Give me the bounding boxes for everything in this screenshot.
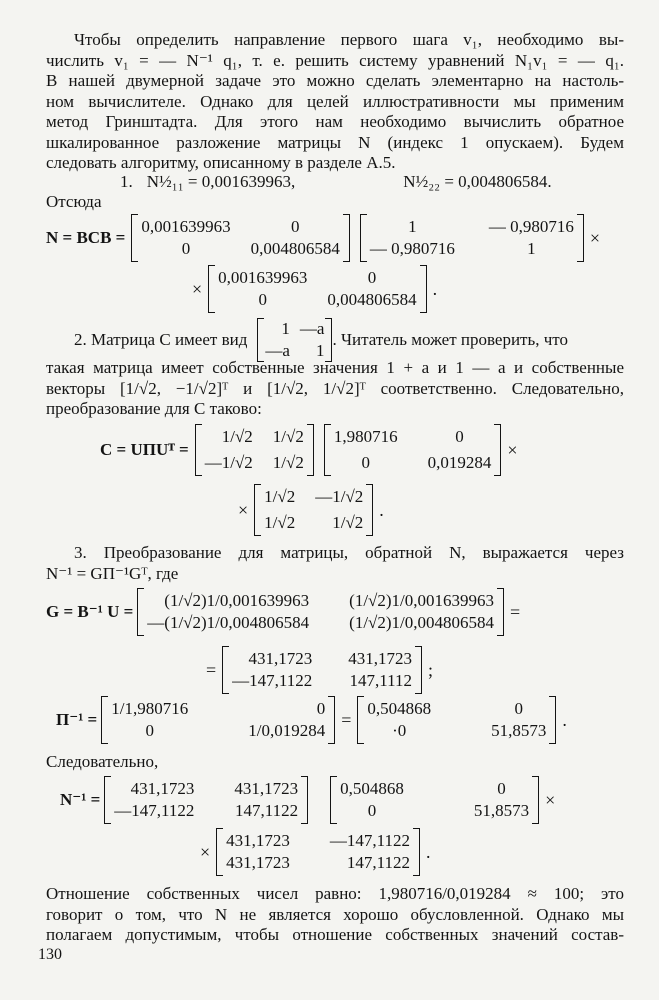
matrix-cell: 1: [527, 239, 536, 258]
matrix-cell: 0: [367, 801, 377, 820]
times-sign: ×: [507, 439, 518, 460]
matrix-cell: (1/√2)1/0,001639963: [164, 591, 310, 610]
matrix-cell: 431,1723: [130, 779, 195, 798]
matrix-cell: (1/√2)1/0,004806584: [349, 613, 495, 632]
equation-C-continued: [232, 484, 390, 536]
matrix-Pi-inverse-mid: [330, 776, 539, 824]
text-line: ном вычислителе. Однако для целей иллюстративности мы применим: [46, 91, 624, 111]
text-line: следовать алгоритму, описанному в разделе А.5.: [46, 153, 396, 172]
matrix-cell: 0: [258, 290, 268, 309]
matrix-cell: 0: [145, 721, 154, 740]
matrix-cell: —1/√2: [315, 487, 364, 506]
period: .: [562, 709, 567, 730]
para-2-first-line: [74, 318, 568, 362]
equation-Pi-inverse: [56, 696, 573, 744]
matrix-cell: 1/√2: [221, 427, 253, 446]
matrix-G: [137, 588, 504, 636]
matrix-cell: 0,019284: [427, 453, 492, 472]
period: .: [432, 278, 438, 299]
text-line: Чтобы определить направление первого шага v₁, необходимо вы-: [74, 30, 624, 49]
page-number: 130: [38, 946, 62, 963]
equation-lhs: C = UΠUᵀ =: [100, 440, 189, 459]
text-line: метод Гринштадта. Для этого нам необходимо вычислить обратное: [46, 112, 624, 131]
matrix-cell: — 0,980716: [488, 217, 574, 236]
times-sign: ×: [545, 789, 556, 810]
matrix-cell: 1/√2: [272, 427, 304, 446]
equation-N-inverse-continued: [194, 828, 437, 876]
matrix-G-left: [104, 776, 308, 824]
matrix-cell: 0: [361, 453, 370, 472]
step-label: 1.: [120, 172, 133, 191]
matrix-B: [131, 214, 350, 262]
matrix-C: [360, 214, 584, 262]
matrix-cell: —147,1122: [114, 801, 195, 820]
matrix-cell: 0: [316, 699, 326, 718]
n11-value: N½₁₁ = 0,001639963,: [146, 172, 296, 191]
text-line: В нашей двумерной задаче это можно сделать элементарно на настоль-: [46, 71, 624, 90]
matrix-cell: 0: [181, 239, 191, 258]
matrix-cell: 431,1723: [234, 779, 299, 798]
matrix-cell: —(1/√2)1/0,004806584: [147, 613, 310, 632]
matrix-cell: 1,980716: [333, 427, 398, 446]
equals-sign: =: [510, 601, 521, 622]
matrix-cell: —1/√2: [204, 453, 253, 472]
matrix-Pi-inverse: [101, 696, 335, 744]
text-fragment: 2. Матрица C имеет вид: [74, 330, 248, 349]
text-line: шкалированное разложение матрицы N (индекс 1 опускаем). Будем: [46, 132, 624, 152]
times-sign: ×: [589, 227, 601, 248]
matrix-cell: 147,1122: [235, 801, 299, 820]
equation-G: [46, 588, 526, 636]
equation-N-continued: [186, 265, 443, 313]
equation-C: [100, 424, 524, 476]
matrix-cell: 1/√2: [272, 453, 304, 472]
matrix-cell: 431,1723: [226, 853, 290, 872]
text-fragment: . Читатель может проверить, что: [332, 330, 568, 349]
matrix-Pi: [324, 424, 502, 476]
paragraph-2: [46, 358, 624, 420]
matrix-cell: —147,1122: [329, 831, 411, 850]
text-line: говорит о том, что N не является хорошо обусловленной. Однако мы: [46, 904, 624, 924]
paragraph-1: [46, 30, 624, 174]
matrix-cell: 0,504868: [367, 699, 432, 718]
matrix-B2: [208, 265, 427, 313]
equation-lhs: N⁻¹ =: [60, 790, 101, 809]
step-1-formula: [120, 172, 552, 192]
matrix-U: [195, 424, 314, 476]
matrix-cell: 0,001639963: [218, 268, 308, 287]
equation-N: [46, 214, 606, 262]
text-line: преобразование для C таково:: [46, 399, 262, 418]
matrix-cell: 1: [315, 341, 325, 360]
matrix-cell: —a: [265, 341, 290, 360]
matrix-cell: 431,1723: [248, 649, 313, 668]
matrix-cell: 431,1723: [226, 831, 290, 850]
matrix-cell: 0: [455, 427, 464, 446]
matrix-cell: 147,1122: [346, 853, 411, 872]
equation-lhs: N = BCB =: [46, 228, 126, 247]
otsyuda-label: Отсюда: [46, 192, 102, 211]
matrix-UT: [254, 484, 373, 536]
matrix-cell: 1/√2: [332, 513, 364, 532]
times-sign: ×: [192, 278, 203, 299]
text-line: N⁻¹ = GΠ⁻¹Gᵀ, где: [46, 563, 179, 583]
times-sign: ×: [238, 499, 249, 520]
matrix-cell: 51,8573: [491, 721, 547, 740]
text-line: векторы [1/√2, −1/√2]ᵀ и [1/√2, 1/√2]ᵀ соответственно. Следовательно,: [46, 378, 624, 398]
matrix-cell: 1: [408, 217, 417, 236]
text-line: полагаем допустимым, чтобы отношение собственных значений состав-: [46, 925, 624, 944]
matrix-C-form: [257, 318, 332, 362]
matrix-cell: —a: [299, 319, 325, 338]
matrix-GT: [216, 828, 420, 876]
matrix-cell: —147,1122: [232, 671, 313, 690]
matrix-G-values: [222, 646, 422, 694]
n22-value: N½₂₂ = 0,004806584.: [403, 172, 552, 191]
equals-sign: =: [206, 659, 217, 680]
paragraph-4: [46, 884, 624, 946]
matrix-cell: 0,004806584: [327, 290, 417, 309]
matrix-cell: 1/√2: [264, 487, 296, 506]
matrix-cell: 0,004806584: [250, 239, 340, 258]
semicolon: ;: [428, 659, 434, 680]
period: .: [379, 499, 384, 520]
matrix-Pi-inverse-values: [357, 696, 556, 744]
text-line: числить v₁ = — N⁻¹ q₁, т. е. решить систему уравнений N₁v₁ = — q₁.: [46, 50, 624, 70]
matrix-cell: 1/√2: [264, 513, 296, 532]
matrix-cell: 0,504868: [340, 779, 404, 798]
matrix-cell: 0: [367, 268, 377, 287]
text-line: Отношение собственных чисел равно: 1,980716/0,019284 ≈ 100; это: [46, 884, 624, 903]
paragraph-3: [46, 543, 624, 584]
equation-N-inverse: [60, 776, 561, 824]
matrix-cell: (1/√2)1/0,001639963: [349, 591, 495, 610]
matrix-cell: 431,1723: [348, 649, 413, 668]
matrix-cell: 51,8573: [473, 801, 530, 820]
times-sign: ×: [200, 841, 211, 862]
equation-lhs: Π⁻¹ =: [56, 710, 98, 729]
matrix-cell: 147,1112: [349, 671, 413, 690]
text-line: 3. Преобразование для матрицы, обратной N, выражается через: [74, 543, 624, 562]
matrix-cell: 0: [290, 217, 300, 236]
matrix-cell: ·0: [392, 721, 407, 740]
matrix-cell: 0: [497, 779, 506, 798]
equals-sign: =: [341, 709, 352, 730]
equation-lhs: G = B⁻¹ U =: [46, 602, 134, 621]
period: .: [426, 841, 431, 862]
text-line: такая матрица имеет собственные значения 1 + a и 1 — a и собственные: [46, 358, 624, 377]
matrix-cell: 0: [514, 699, 523, 718]
matrix-cell: — 0,980716: [369, 239, 455, 258]
matrix-cell: 1/1,980716: [111, 699, 189, 718]
sledovatelno-label: Следовательно,: [46, 752, 159, 771]
matrix-cell: 1/0,019284: [248, 721, 326, 740]
matrix-cell: 0,001639963: [141, 217, 231, 236]
matrix-cell: 1: [281, 319, 290, 338]
equation-G-continued: [200, 646, 439, 694]
